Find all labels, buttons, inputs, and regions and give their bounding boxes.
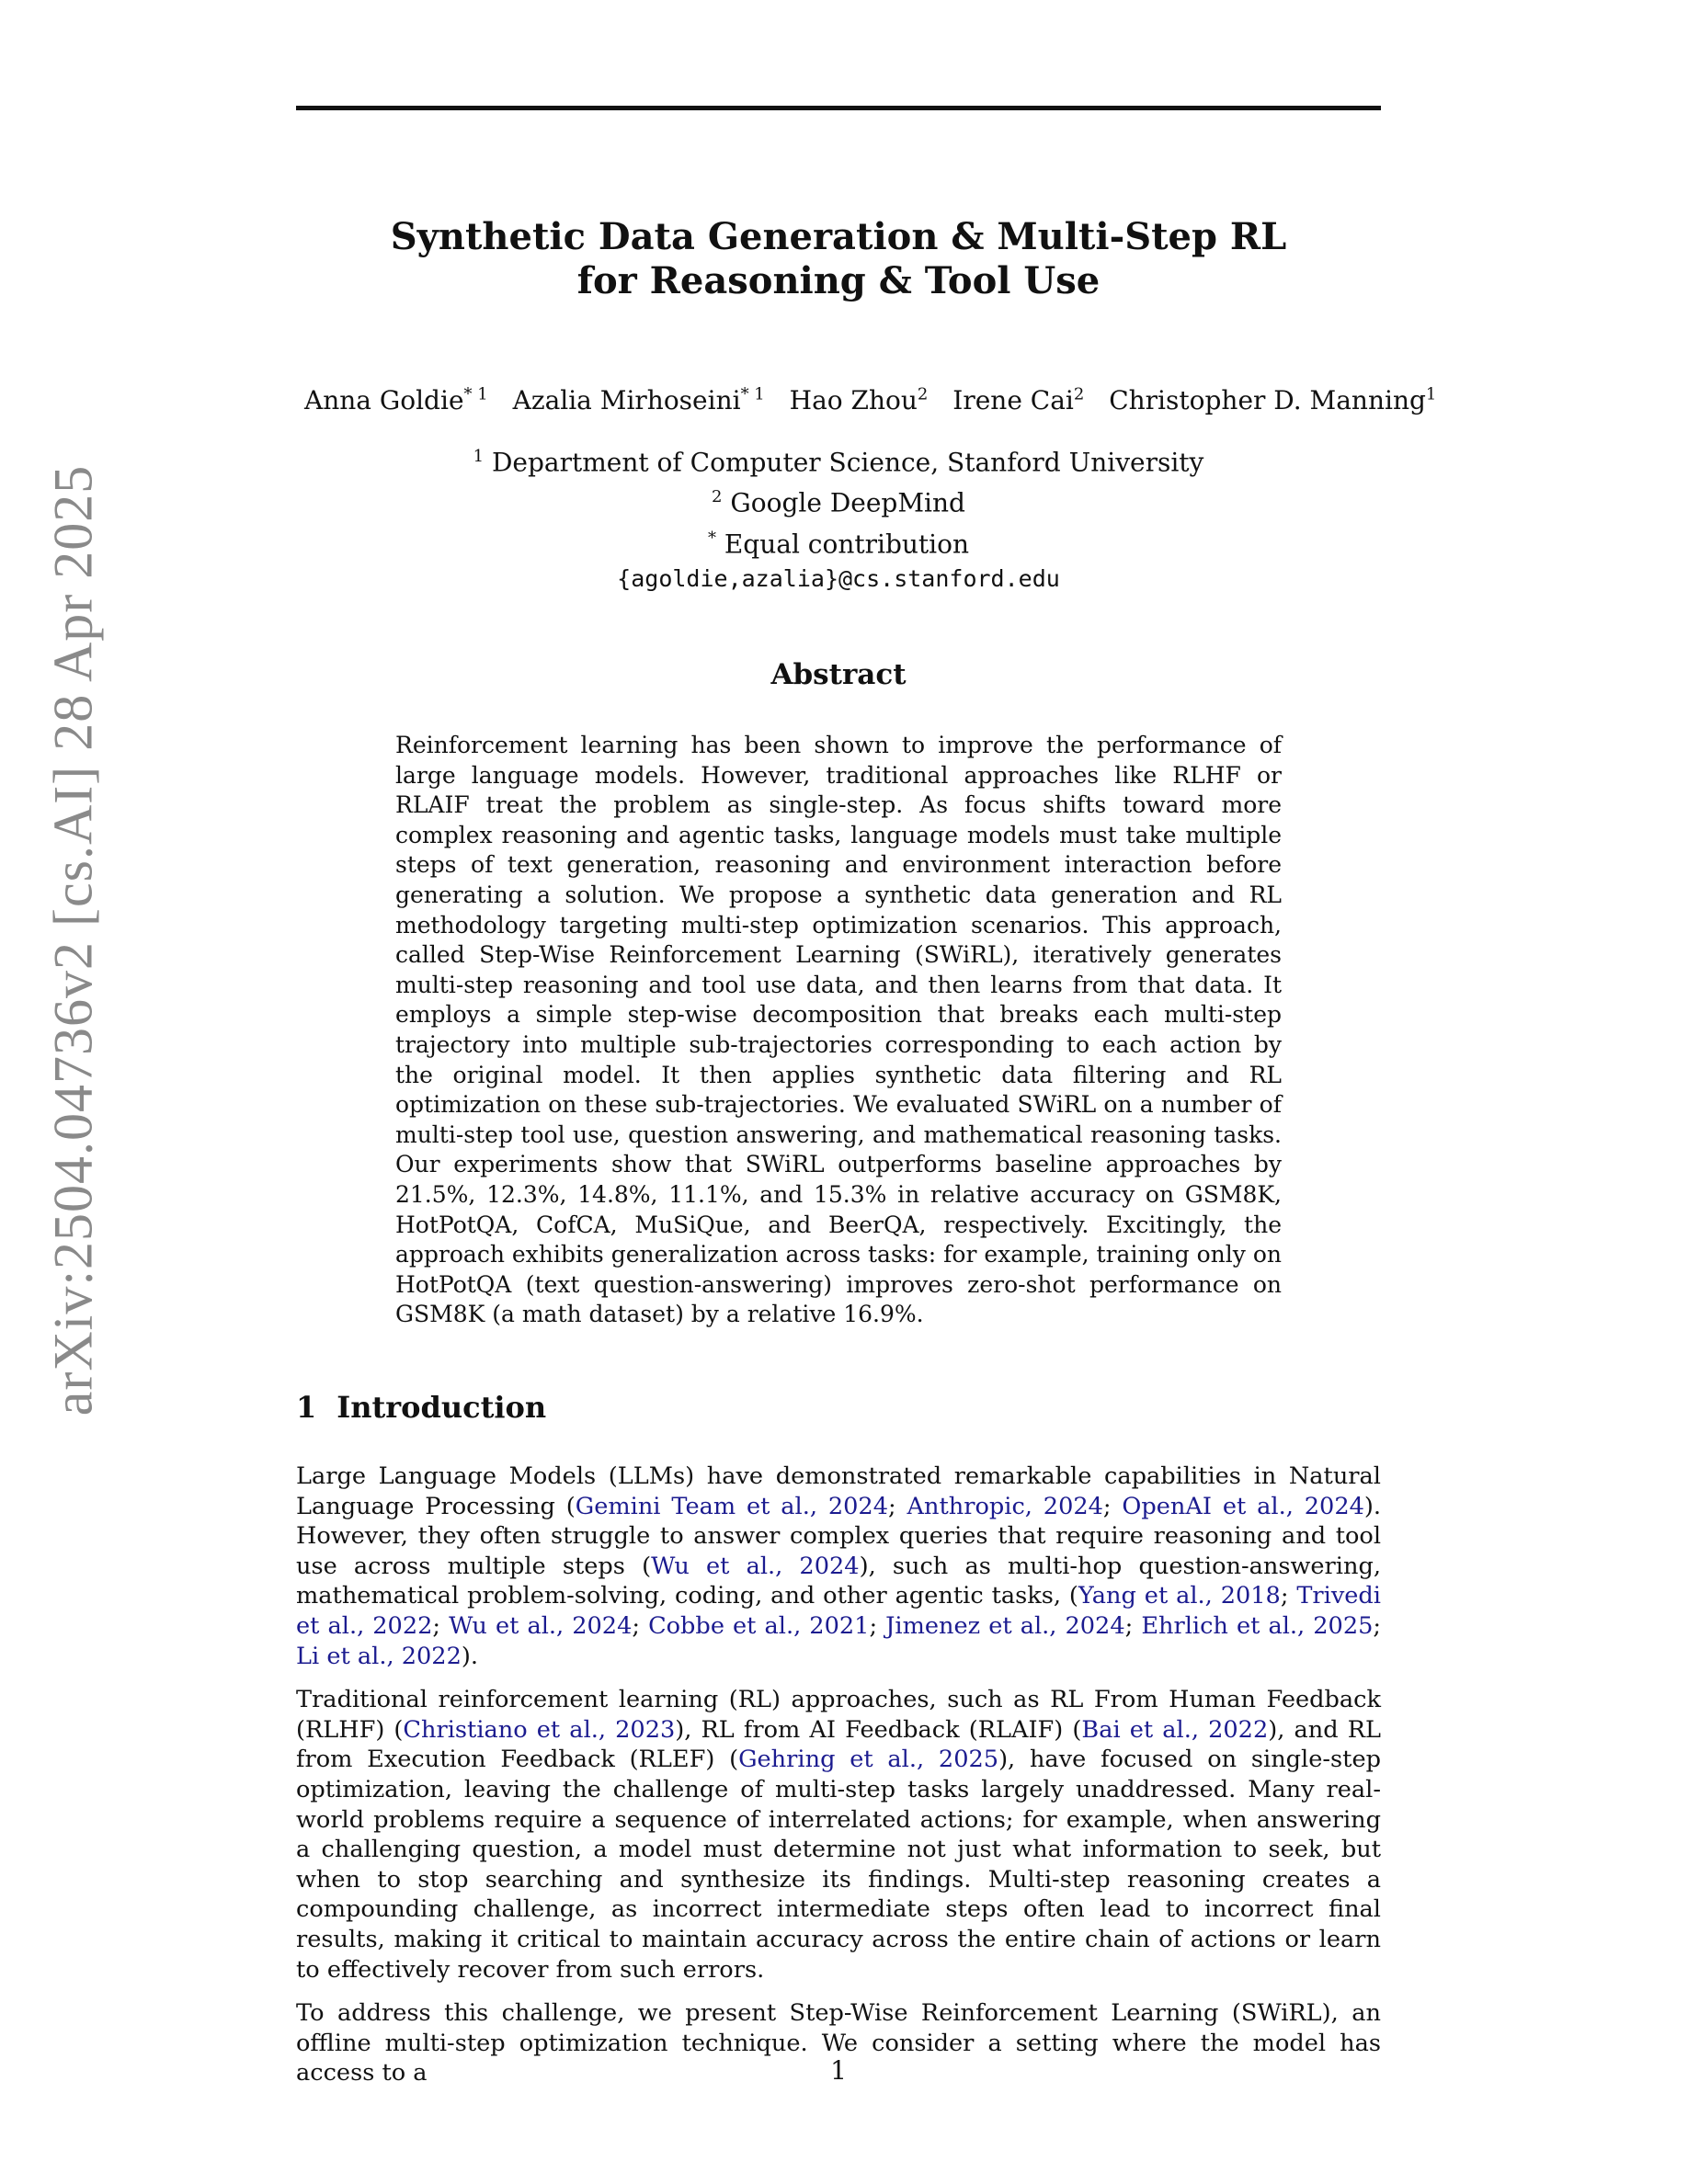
author [304,385,488,415]
intro-paragraph-3: To address this challenge, we present Step-Wise Reinforcement Learning (SWiRL), an offline multi-step optimization technique. We consider a setting where the model has access to a [296,1999,1381,2087]
paragraph-text: ), RL from AI Feedback (RLAIF) ( [675,1715,1082,1744]
abstract-heading: Abstract [770,658,907,691]
author [513,385,765,415]
author-affiliation-mark: * 1 [740,385,765,404]
citation-separator: ; [1102,1492,1123,1520]
author-name: Irene Cai [952,385,1074,416]
paragraph-text: Traditional reinforcement learning (RL) approaches, such as RL From Human Feedback (RLHF) ( [296,1686,1381,1744]
affiliation-mark: 1 [473,447,485,466]
title-line-1: Synthetic Data Generation & Multi-Step RL [390,215,1287,258]
paragraph-text: ), and RL from Execution Feedback (RLEF) ( [296,1715,1381,1774]
author-name: Hao Zhou [789,385,918,416]
affiliation-text: Google DeepMind [722,487,965,518]
citation-separator: ; [632,1611,649,1640]
citation-separator: ; [1280,1582,1297,1610]
author-affiliation-mark: * 1 [463,385,488,404]
citation-link[interactable]: Christiano et al., 2023 [403,1715,676,1744]
citation-link[interactable]: Yang et al., 2018 [1078,1582,1281,1610]
intro-paragraph-2 [296,1685,1381,1985]
section-heading-introduction [296,1390,546,1425]
citation-separator: ; [888,1492,907,1520]
top-rule [296,106,1381,110]
intro-paragraph-1 [296,1462,1381,1671]
citation-link[interactable]: Trivedi et al., 2022 [296,1582,1381,1640]
section-number: 1 [296,1390,317,1425]
affiliation-stanford [296,439,1381,480]
citation-separator: ; [1124,1611,1142,1640]
paragraph-text: ), have focused on single-step optimization, leaving the challenge of multi-step tasks largely unaddressed. Many real-world problems require a sequence of interrelated actions; for example, when answering a challenging question, a model must determine not just what information to seek, but when to stop searching and synthesize its findings. Multi-step reasoning creates a compounding challenge, as incorrect intermediate steps often lead to incorrect final results, making it critical to maintain accuracy across the entire chain of actions or learn to effectively recover from such errors. [296,1746,1381,1984]
citation-link[interactable]: Jimenez et al., 2024 [885,1611,1125,1640]
citation-link[interactable]: Wu et al., 2024 [651,1552,860,1580]
citation-separator: ; [432,1611,450,1640]
author-affiliation-mark: 1 [1425,385,1437,404]
citation-separator: ; [869,1611,886,1640]
page-number: 1 [830,2055,847,2086]
author-name: Azalia Mirhoseini [512,385,741,416]
paragraph-text: Large Language Models (LLMs) have demonstrated remarkable capabilities in Natural Language Processing ( [296,1462,1381,1520]
title-line-2: for Reasoning & Tool Use [576,259,1101,302]
citation-link[interactable]: OpenAI et al., 2024 [1122,1492,1364,1520]
affiliation-deepmind [296,480,1381,520]
arxiv-identifier-stamp: arXiv:2504.04736v2 [cs.AI] 28 Apr 2025 [42,464,104,1416]
citation-link[interactable]: Cobbe et al., 2021 [648,1611,870,1640]
citation-link[interactable]: Gemini Team et al., 2024 [575,1492,888,1520]
affiliation-text: Department of Computer Science, Stanford University [484,447,1204,478]
paragraph-text: ), such as multi-hop question-answering, mathematical problem-solving, coding, and other agentic tasks, ( [296,1552,1381,1610]
paper-title [296,215,1381,303]
affiliations [296,439,1381,597]
affiliation-mark: 2 [712,487,723,507]
affiliation-text: Equal contribution [715,528,970,559]
section-title: Introduction [336,1390,547,1425]
author-list [296,377,1437,419]
author-name: Anna Goldie [304,385,464,416]
citation-link[interactable]: Gehring et al., 2025 [738,1746,999,1774]
citation-separator: ; [1373,1611,1382,1640]
abstract-text: Reinforcement learning has been shown to improve the performance of large language models. However, traditional approaches like RLHF or RLAIF treat the problem as single-step. As focus shifts toward more complex reasoning and agentic tasks, language models must take multiple steps of text generation, reasoning and environment interaction before generating a solution. We propose a synthetic data generation and RL methodology targeting multi-step optimization scenarios. This approach, called Step-Wise Reinforcement Learning (SWiRL), iteratively generates multi-step reasoning and tool use data, and then learns from that data. It employs a simple step-wise decomposition that breaks each multi-step trajectory into multiple sub-trajectories corresponding to each action by the original model. It then applies synthetic data filtering and RL optimization on these sub-trajectories. We evaluated SWiRL on a number of multi-step tool use, question answering, and mathematical reasoning tasks. Our experiments show that SWiRL outperforms baseline approaches by 21.5%, 12.3%, 14.8%, 11.1%, and 15.3% in relative accuracy on GSM8K, HotPotQA, CofCA, MuSiQue, and BeerQA, respectively. Excitingly, the approach exhibits generalization across tasks: for example, training only on HotPotQA (text question-answering) improves zero-shot performance on GSM8K (a math dataset) by a relative 16.9%. [395,732,1282,1328]
contact-email: {agoldie,azalia}@cs.stanford.edu [617,564,1060,592]
introduction-body [296,1462,1381,2102]
citation-link[interactable]: Ehrlich et al., 2025 [1141,1611,1374,1640]
paragraph-text: ). However, they often struggle to answer complex queries that require reasoning and tool use across multiple steps ( [296,1492,1382,1580]
paragraph-text: ). [461,1642,478,1670]
citation-link[interactable]: Wu et al., 2024 [449,1611,633,1640]
author-name: Christopher D. Manning [1109,385,1426,416]
citation-link[interactable]: Bai et al., 2022 [1081,1715,1269,1744]
affiliation-mark: * [707,528,716,548]
author [952,385,1084,415]
author-affiliation-mark: 2 [917,385,929,404]
equal-contribution-note [296,521,1381,562]
citation-link[interactable]: Li et al., 2022 [296,1642,462,1670]
author-affiliation-mark: 2 [1073,385,1085,404]
citation-link[interactable]: Anthropic, 2024 [907,1492,1103,1520]
author [790,385,929,415]
author [1109,385,1436,415]
